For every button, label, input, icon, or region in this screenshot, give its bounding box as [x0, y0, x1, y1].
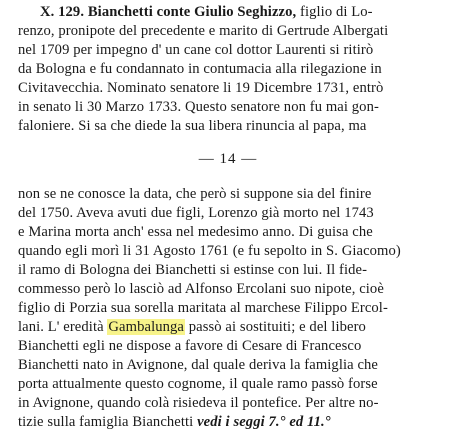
continuation-line-2: del 1750. Aveva avuti due figli, Lorenzo già morto nel 1743	[18, 205, 374, 221]
entry-line-1	[40, 3, 373, 22]
continuation-line-3: e Marina morta anch' essa nel medesimo anno. Di guisa che	[18, 224, 373, 240]
continuation-line-5: il ramo di Bologna dei Bianchetti si estinse con lui. Il fide-	[18, 262, 368, 278]
continuation-line-13	[18, 413, 331, 432]
continuation-line-8	[18, 318, 366, 337]
continuation-line-11: porta attualmente questo cognome, il quale ramo passò forse	[18, 376, 378, 392]
entry-name: Bianchetti conte Giulio Seghizzo,	[87, 4, 297, 20]
entry-line-6: in senato li 30 Marzo 1733. Questo senatore non fu mai gon-	[18, 99, 379, 115]
highlighted-word: Gambalunga	[108, 319, 184, 335]
cross-reference: vedi i seggi 7.° ed 11.°	[197, 414, 331, 430]
continuation-line-1: non se ne conosce la data, che però si suppone sia del finire	[18, 186, 372, 202]
entry-line-2: renzo, pronipote del precedente e marito di Gertrude Albergati	[18, 23, 389, 39]
continuation-line-10: Bianchetti nato in Avignone, dal quale deriva la famiglia che	[18, 357, 379, 373]
entry-line-1-rest: figlio di Lo-	[300, 4, 373, 20]
continuation-line-9: Bianchetti egli ne dispose a favore di Cesare di Francesco	[18, 338, 362, 354]
entry-line-7: faloniere. Si sa che diede la sua libera rinuncia al papa, ma	[18, 118, 367, 134]
page-number: — 14 —	[198, 151, 258, 167]
entry-number: X. 129.	[40, 4, 85, 20]
continuation-line-12: in Avignone, quando colà risiedeva il pontefice. Per altre no-	[18, 395, 379, 411]
continuation-line-8-pre: lani. L' eredità	[18, 319, 104, 335]
entry-line-4: da Bologna e fu condannato in contumacia alla rilegazione in	[18, 61, 382, 77]
continuation-line-8-post: passò ai sostituiti; e del libero	[188, 319, 366, 335]
continuation-line-4: quando egli morì li 31 Agosto 1761 (e fu sepolto in S. Giacomo)	[18, 243, 401, 259]
continuation-line-13-pre: tizie sulla famiglia Bianchetti	[18, 414, 194, 430]
entry-line-3: nel 1709 per impegno d' un cane col dottor Laurenti si ritirò	[18, 42, 374, 58]
continuation-line-6: commesso però lo lasciò ad Alfonso Ercolani suo nipote, cioè	[18, 281, 384, 297]
continuation-line-7: figlio di Porzia sua sorella maritata al marchese Filippo Ercol-	[18, 300, 388, 316]
entry-line-5: Civitavecchia. Nominato senatore li 19 Dicembre 1731, entrò	[18, 80, 384, 96]
